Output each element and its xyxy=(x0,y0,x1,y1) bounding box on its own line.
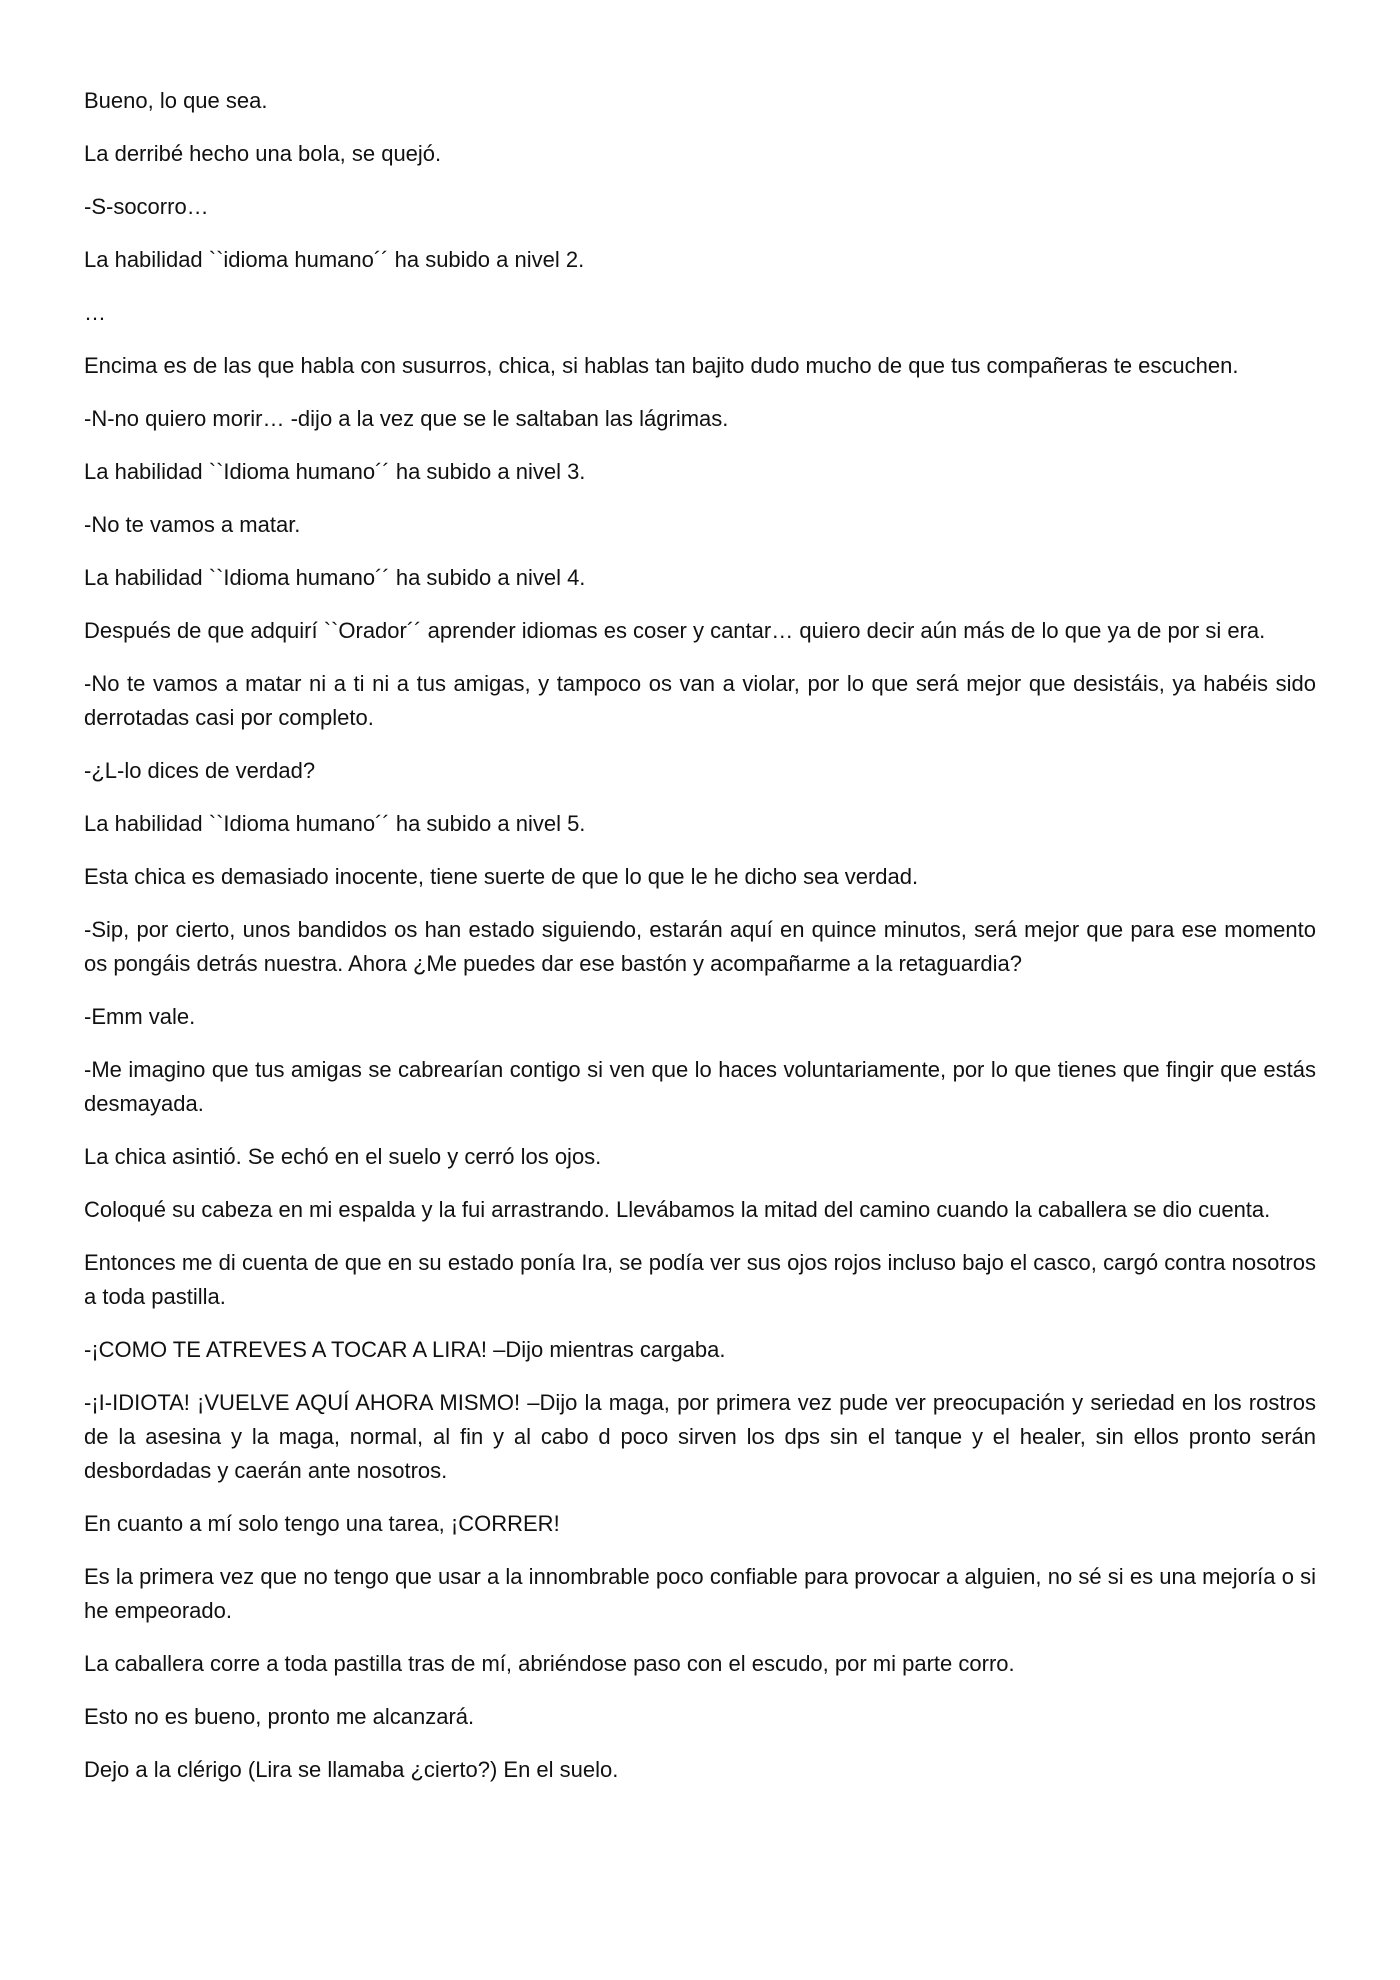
paragraph-17: -Emm vale. xyxy=(84,1004,196,1029)
paragraph-21: Entonces me di cuenta de que en su estado ponía Ira, se podía ver sus ojos rojos incluso bajo el casco, cargó contra nosotros a toda pastilla. xyxy=(84,1250,1316,1309)
paragraph-2: La derribé hecho una bola, se quejó. xyxy=(84,141,442,166)
paragraph-27: Esto no es bueno, pronto me alcanzará. xyxy=(84,1704,475,1729)
document-page xyxy=(84,84,1316,1806)
paragraph-28: Dejo a la clérigo (Lira se llamaba ¿cierto?) En el suelo. xyxy=(84,1757,619,1782)
paragraph-24: En cuanto a mí solo tengo una tarea, ¡CORRER! xyxy=(84,1511,560,1536)
paragraph-14: La habilidad ``Idioma humano´´ ha subido a nivel 5. xyxy=(84,811,586,836)
paragraph-22: -¡COMO TE ATREVES A TOCAR A LIRA! –Dijo mientras cargaba. xyxy=(84,1337,726,1362)
paragraph-13: -¿L-lo dices de verdad? xyxy=(84,758,316,783)
paragraph-25: Es la primera vez que no tengo que usar a la innombrable poco confiable para provocar a alguien, no sé si es una mejoría o si he empeorado. xyxy=(84,1564,1316,1623)
paragraph-16: -Sip, por cierto, unos bandidos os han estado siguiendo, estarán aquí en quince minutos, será mejor que para ese momento os pongáis detrás nuestra. Ahora ¿Me puedes dar ese bastón y acompañarme a la retaguardia? xyxy=(84,917,1316,976)
paragraph-5: … xyxy=(84,300,106,325)
paragraph-20: Coloqué su cabeza en mi espalda y la fui arrastrando. Llevábamos la mitad del camino cuando la caballera se dio cuenta. xyxy=(84,1197,1271,1222)
paragraph-9: -No te vamos a matar. xyxy=(84,512,301,537)
paragraph-18: -Me imagino que tus amigas se cabrearían contigo si ven que lo haces voluntariamente, por lo que tienes que fingir que estás desmayada. xyxy=(84,1057,1316,1116)
paragraph-6: Encima es de las que habla con susurros, chica, si hablas tan bajito dudo mucho de que tus compañeras te escuchen. xyxy=(84,353,1239,378)
paragraph-23: -¡I-IDIOTA! ¡VUELVE AQUÍ AHORA MISMO! –Dijo la maga, por primera vez pude ver preocupación y seriedad en los rostros de la asesina y la maga, normal, al fin y al cabo d poco sirven los dps sin el tanque y el healer, sin ellos pronto serán desbordadas y caerán ante nosotros. xyxy=(84,1390,1316,1483)
paragraph-7: -N-no quiero morir… -dijo a la vez que se le saltaban las lágrimas. xyxy=(84,406,729,431)
paragraph-10: La habilidad ``Idioma humano´´ ha subido a nivel 4. xyxy=(84,565,586,590)
paragraph-19: La chica asintió. Se echó en el suelo y cerró los ojos. xyxy=(84,1144,602,1169)
paragraph-4: La habilidad ``idioma humano´´ ha subido a nivel 2. xyxy=(84,247,585,272)
paragraph-1: Bueno, lo que sea. xyxy=(84,88,268,113)
paragraph-26: La caballera corre a toda pastilla tras de mí, abriéndose paso con el escudo, por mi parte corro. xyxy=(84,1651,1015,1676)
paragraph-8: La habilidad ``Idioma humano´´ ha subido a nivel 3. xyxy=(84,459,586,484)
paragraph-11: Después de que adquirí ``Orador´´ aprender idiomas es coser y cantar… quiero decir aún más de lo que ya de por si era. xyxy=(84,618,1266,643)
paragraph-3: -S-socorro… xyxy=(84,194,209,219)
paragraph-12: -No te vamos a matar ni a ti ni a tus amigas, y tampoco os van a violar, por lo que será mejor que desistáis, ya habéis sido derrotadas casi por completo. xyxy=(84,671,1316,730)
paragraph-15: Esta chica es demasiado inocente, tiene suerte de que lo que le he dicho sea verdad. xyxy=(84,864,919,889)
